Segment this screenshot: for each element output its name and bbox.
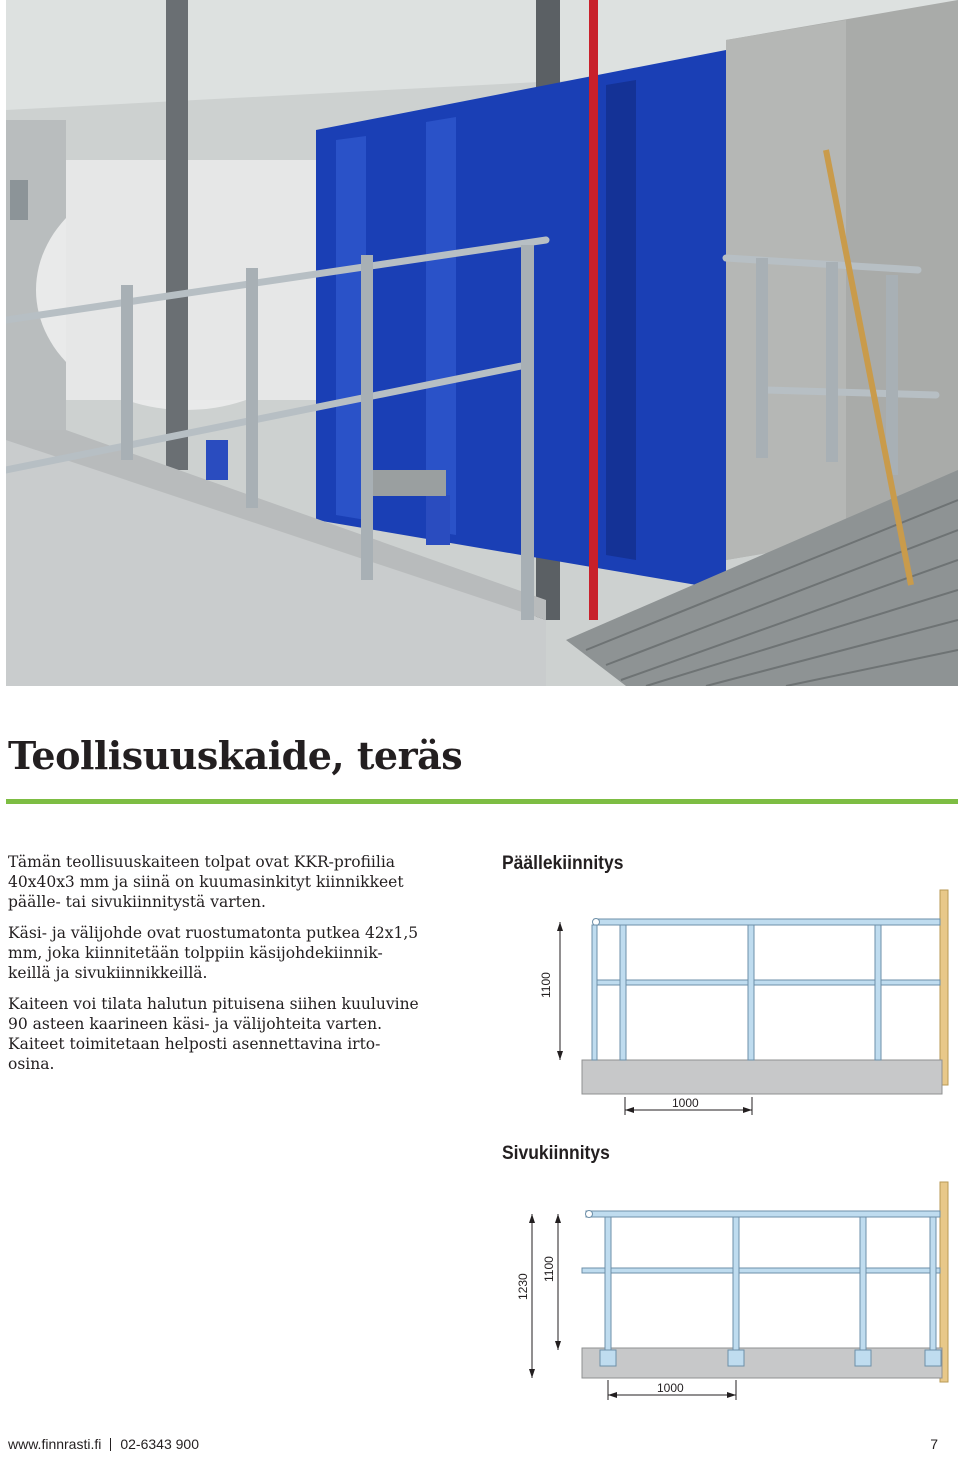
side-bracket — [855, 1350, 871, 1366]
dimension-width: 1000 — [657, 1381, 684, 1395]
top-mount-diagram — [520, 885, 950, 1120]
post — [620, 925, 626, 1060]
side-bracket — [925, 1350, 941, 1366]
post — [875, 925, 881, 1060]
handrail-end — [586, 1211, 593, 1218]
diagram-label-side-mount: Sivukiinnitys — [502, 1143, 610, 1164]
post — [860, 1217, 866, 1365]
footer-separator — [110, 1438, 111, 1451]
dimension-width: 1000 — [672, 1096, 699, 1110]
website-link[interactable]: www.finnrasti.fi — [8, 1436, 102, 1452]
paragraph: Kaiteen voi tilata halutun pituisena siihen kuuluvine 90 asteen kaarineen käsi- ja välijohteita varten. Kaiteet toimitetaan helposti asennettavina irto- osina. — [8, 995, 419, 1073]
handrail-end — [593, 919, 600, 926]
side-bracket — [600, 1350, 616, 1366]
post — [592, 925, 597, 1060]
post — [605, 1217, 611, 1365]
page-number: 7 — [930, 1436, 938, 1452]
dimension-height: 1100 — [539, 972, 553, 998]
post — [733, 1217, 739, 1365]
base-slab — [582, 1060, 942, 1094]
industrial-railing-photo — [6, 0, 958, 686]
phone-number: 02-6343 900 — [120, 1436, 199, 1452]
page-title: Teollisuuskaide, teräs — [8, 733, 463, 778]
handrail — [594, 919, 940, 925]
base-slab — [582, 1348, 942, 1378]
side-bracket — [728, 1350, 744, 1366]
wall-element — [940, 890, 948, 1085]
side-mount-diagram — [500, 1178, 950, 1408]
mid-rail — [582, 1268, 940, 1273]
body-text — [8, 852, 473, 1085]
handrail — [586, 1211, 940, 1217]
paragraph: Käsi- ja välijohde ovat ruostumatonta putkea 42x1,5 mm, joka kiinnitetään tolppiin käsijohdekiinnik- keillä ja sivukiinnikkeillä. — [8, 924, 419, 982]
mid-rail — [594, 980, 940, 985]
footer — [8, 1436, 938, 1452]
paragraph: Tämän teollisuuskaiteen tolpat ovat KKR-profiilia 40x40x3 mm ja siinä on kuumasinkityt kiinnikkeet päälle- tai sivukiinnitystä varten. — [8, 853, 404, 911]
dimension-total-height: 1230 — [516, 1273, 530, 1300]
post — [748, 925, 754, 1060]
title-rule — [6, 799, 958, 804]
dimension-height: 1100 — [542, 1256, 556, 1282]
post — [930, 1217, 936, 1365]
diagram-label-top-mount: Päällekiinnitys — [502, 853, 624, 874]
